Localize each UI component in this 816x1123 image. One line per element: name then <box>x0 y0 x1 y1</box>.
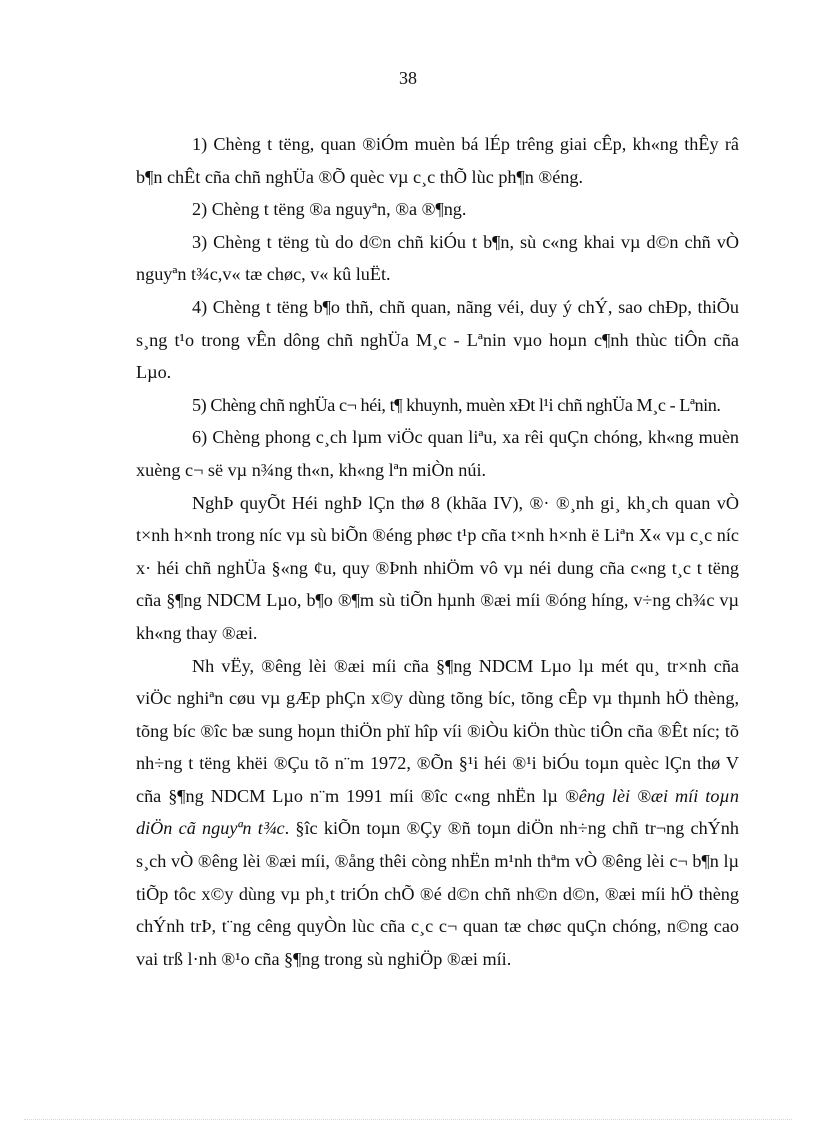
paragraph-8-lead: Nh vËy, ®êng lèi ®æi míi cña §¶ng NDCM Lµo lµ mét qu¸ tr×nh cña viÖc nghiªn cøu vµ gÆp phÇn x©y dùng tõng bíc, tõng cÊp vµ thµnh hÖ thèng, tõng bíc ®îc bæ sung hoµn thiÖn phï hîp víi ®iÒu kiÖn thùc tiÔn cña ®Êt níc; tõ nh÷ng t tëng khëi ®Çu tõ n¨m 1972, ®Õn §¹i héi ®¹i biÓu toµn quèc lÇn thø V cña §¶ng NDCM Lµo n¨m 1991 míi ®îc c«ng nhËn lµ <box>136 655 739 806</box>
paragraph-8-italic-phrase: ®êng lèi ®æi míi toµn diÖn cã nguyªn t¾c <box>136 785 739 839</box>
paragraph-8-rest: . §îc kiÕn toµn ®Çy ®ñ toµn diÖn nh÷ng chñ tr¬ng chÝnh s¸ch vÒ ®êng lèi ®æi míi, ®ång thêi còng nhËn m¹nh thªm vÒ ®êng lèi c¬ b¶n lµ tiÕp tôc x©y dùng vµ ph¸t triÓn chÕ ®é d©n chñ nh©n d©n, ®æi míi hÖ thèng chÝnh trÞ, t¨ng cêng quyÒn lùc cña c¸c c¬ quan tæ chøc quÇn chóng, n©ng cao vai trß l·nh ®¹o cña §¶ng trong sù nghiÖp ®æi míi. <box>136 818 739 969</box>
bottom-divider <box>24 1119 792 1120</box>
paragraph-6: 6) Chèng phong c¸ch lµm viÖc quan liªu, xa rêi quÇn chóng, kh«ng muèn xuèng c¬ së vµ n¾ng th«n, kh«ng lªn miÒn núi. <box>136 427 739 480</box>
paragraph-8 <box>136 650 739 976</box>
body-text <box>136 128 739 975</box>
paragraph-5: 5) Chèng chñ nghÜa c¬ héi, t¶ khuynh, muèn xÐt l¹i chñ nghÜa M¸c - Lªnin. <box>192 394 721 415</box>
paragraph-7: NghÞ quyÕt Héi nghÞ lÇn thø 8 (khãa IV), ®· ®¸nh gi¸ kh¸ch quan vÒ t×nh h×nh trong níc vµ sù biÕn ®éng phøc t¹p cña t×nh h×nh ë Liªn X« vµ c¸c níc x· héi chñ nghÜa §«ng ¢u, quy ®Þnh nhiÖm vô vµ néi dung cña c«ng t¸c t tëng cña §¶ng NDCM Lµo, b¶o ®¶m sù tiÕn hµnh ®æi míi ®óng híng, v÷ng ch¾c vµ kh«ng thay ®æi. <box>136 492 739 643</box>
page-number: 38 <box>399 68 417 88</box>
paragraph-3: 3) Chèng t tëng tù do d©n chñ kiÓu t b¶n, sù c«ng khai vµ d©n chñ vÒ nguyªn t¾c,v« tæ chøc, v« kû luËt. <box>136 231 739 285</box>
paragraph-4: 4) Chèng t tëng b¶o thñ, chñ quan, nãng véi, duy ý chÝ, sao chÐp, thiÕu s¸ng t¹o trong vÊn dông chñ nghÜa M¸c - Lªnin vµo hoµn c¶nh thùc tiÔn cña Lµo. <box>136 296 739 383</box>
paragraph-2: 2) Chèng t tëng ®a nguyªn, ®a ®¶ng. <box>192 199 467 220</box>
paragraph-1: 1) Chèng t tëng, quan ®iÓm muèn bá lÉp trêng giai cÊp, kh«ng thÊy râ b¶n chÊt cña chñ nghÜa ®Õ quèc vµ c¸c thÕ lùc ph¶n ®éng. <box>136 134 739 187</box>
